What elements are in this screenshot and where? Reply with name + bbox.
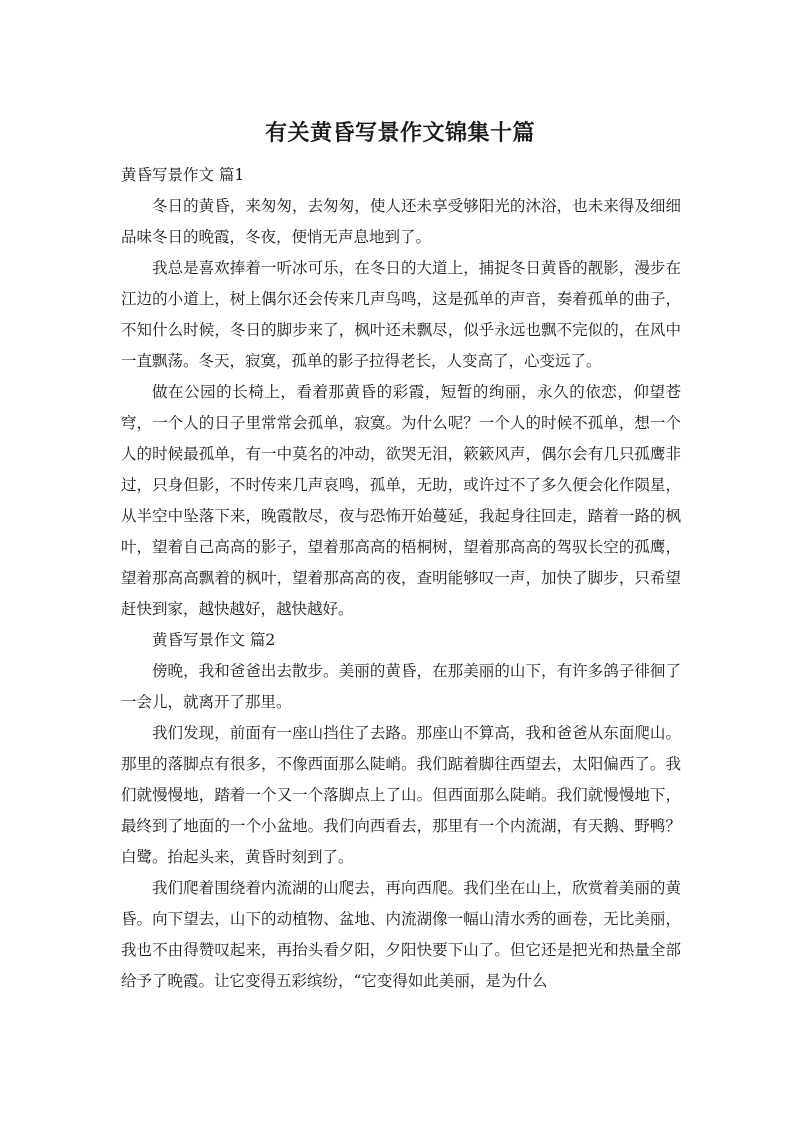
paragraph: 我总是喜欢捧着一听冰可乐，在冬日的大道上，捕捉冬日黄昏的靓影，漫步在江边的小道上，树上偶尔还会传来几声鸟鸣，这是孤单的声音，奏着孤单的曲子，不知什么时候，冬日的脚步来了，枫叶还未飘尽，似乎永远也飘不完似的，在风中一直飘荡。冬天，寂寞，孤单的影子拉得老长，人变高了，心变远了。	[121, 259, 681, 370]
section-heading: 黄昏写景作文 篇1	[121, 166, 245, 184]
document-body	[121, 160, 681, 997]
section-2	[121, 625, 681, 997]
paragraph: 冬日的黄昏，来匆匆，去匆匆，使人还未享受够阳光的沐浴，也未来得及细细品味冬日的晚霞，冬夜，便悄无声息地到了。	[121, 197, 681, 246]
document-title: 有关黄昏写景作文锦集十篇	[264, 121, 535, 146]
paragraph: 我们发现，前面有一座山挡住了去路。那座山不算高，我和爸爸从东面爬山。那里的落脚点有很多，不像西面那么陡峭。我们踮着脚往西望去，太阳偏西了。我们就慢慢地，踏着一个又一个落脚点上了山。但西面那么陡峭。我们就慢慢地下，最终到了地面的一个小盆地。我们向西看去，那里有一个内流湖，有天鹅、野鸭？白鹭。抬起头来，黄昏时刻到了。	[121, 724, 681, 866]
paragraph: 傍晚，我和爸爸出去散步。美丽的黄昏，在那美丽的山下，有许多鸽子徘徊了一会儿，就离开了那里。	[121, 662, 681, 711]
paragraph: 做在公园的长椅上，看着那黄昏的彩霞，短暂的绚丽，永久的依恋，仰望苍穹，一个人的日子里常常会孤单，寂寞。为什么呢？一个人的时候不孤单，想一个人的时候最孤单，有一中莫名的冲动，欲哭无泪，簌簌风声，偶尔会有几只孤鹰非过，只身但影，不时传来几声哀鸣，孤单，无助，或许过不了多久便会化作陨星，从半空中坠落下来，晚霞散尽，夜与恐怖开始蔓延，我起身往回走，踏着一路的枫叶，望着自己高高的影子，望着那高高的梧桐树，望着那高高的驾驭长空的孤鹰，望着那高高飘着的枫叶，望着那高高的夜，查明能够叹一声，加快了脚步，只希望赶快到家，越快越好，越快越好。	[121, 383, 681, 618]
section-1	[121, 160, 681, 625]
paragraph: 我们爬着围绕着内流湖的山爬去，再向西爬。我们坐在山上，欣赏着美丽的黄昏。向下望去，山下的动植物、盆地、内流湖像一幅山清水秀的画卷，无比美丽，我也不由得赞叹起来，再抬头看夕阳，夕阳快要下山了。但它还是把光和热量全部给予了晚霞。让它变得五彩缤纷，“它变得如此美丽，是为什么	[121, 879, 681, 990]
section-heading: 黄昏写景作文 篇2	[152, 631, 276, 649]
